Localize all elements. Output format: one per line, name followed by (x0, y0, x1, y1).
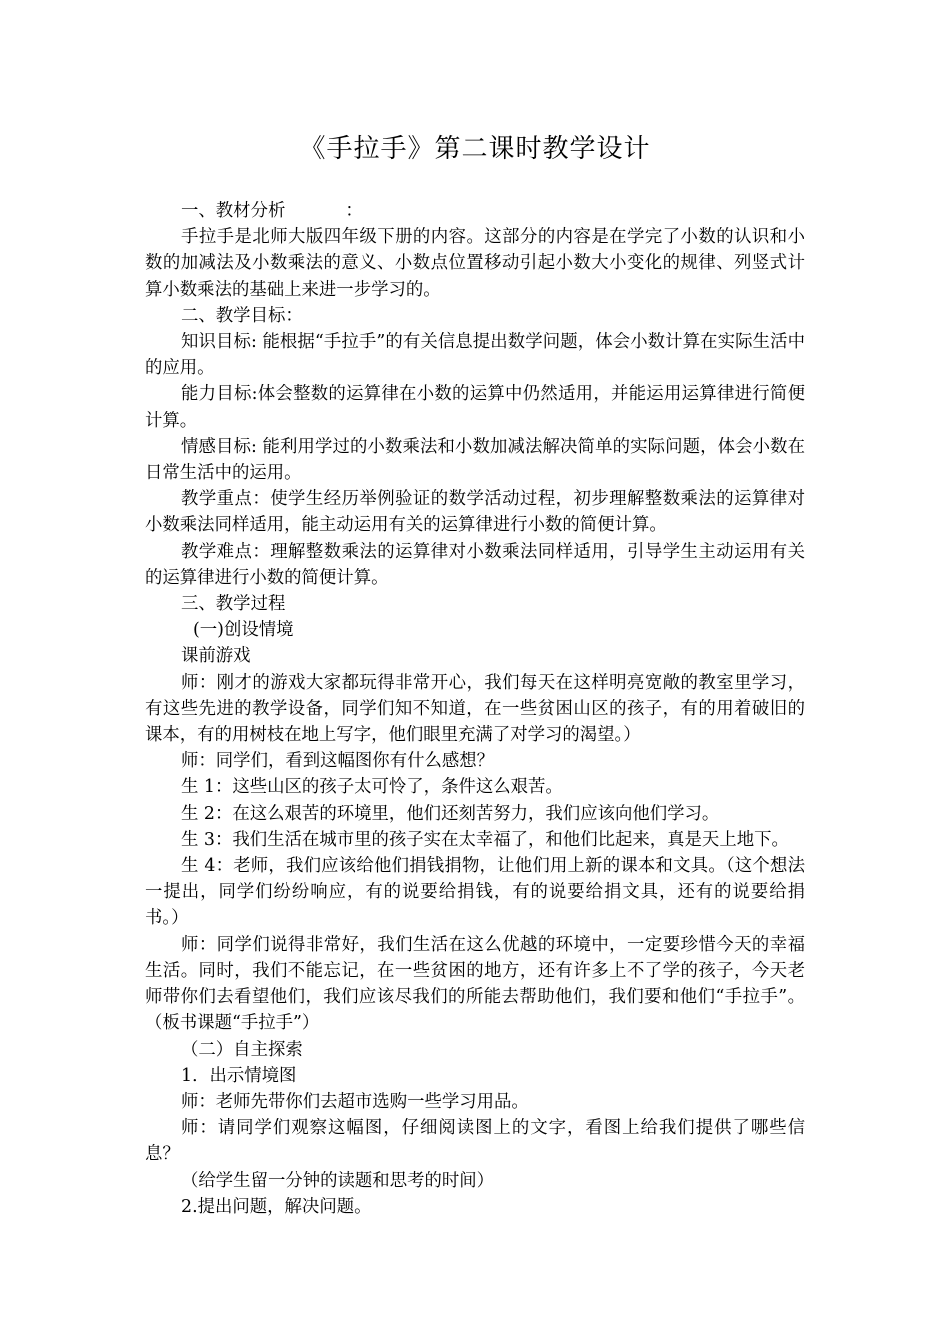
paragraph-text: 教学难点：理解整数乘法的运算律对小数乘法同样适用，引导学生主动运用有关的运算律进行小数的简便计算。 (145, 541, 805, 588)
paragraph (145, 774, 805, 800)
paragraph-text: 教学重点：使学生经历举例验证的数学活动过程，初步理解整数乘法的运算律对小数乘法同样适用，能主动运用有关的运算律进行小数的简便计算。 (145, 489, 805, 536)
paragraph (145, 434, 805, 486)
paragraph-text: 2.提出问题，解决问题。 (181, 1196, 372, 1217)
paragraph (145, 748, 805, 774)
paragraph (145, 1037, 805, 1063)
paragraph (145, 1115, 805, 1167)
document-title: 《手拉手》第二课时教学设计 (299, 134, 651, 164)
paragraph-text: 师：请同学们观察这幅图，仔细阅读图上的文字，看图上给我们提供了哪些信息？ (145, 1118, 805, 1165)
paragraph-text: 一、教材分析 (181, 201, 286, 221)
paragraph-text: （给学生留一分钟的读题和思考的时间） (181, 1170, 495, 1191)
paragraph (145, 827, 805, 853)
paragraph-text: 生 4：老师，我们应该给他们捐钱捐物，让他们用上新的课本和文具。（这个想法一提出，同学们纷纷响应，有的说要给捐钱，有的说要给捐文具，还有的说要给捐书。） (145, 856, 805, 929)
paragraph-text: 课前游戏 (181, 646, 251, 667)
document-body (145, 198, 805, 1220)
paragraph (145, 1089, 805, 1115)
paragraph-text: (一)创设情境 (193, 620, 294, 641)
paragraph-text: 生 2：在这么艰苦的环境里，他们还刻苦努力，我们应该向他们学习。 (181, 803, 720, 824)
paragraph (145, 303, 805, 329)
paragraph (145, 670, 805, 749)
paragraph-text: 师：老师先带你们去超市选购一些学习用品。 (181, 1091, 529, 1112)
paragraph (145, 643, 805, 669)
paragraph (145, 486, 805, 538)
paragraph-text: 生 1：这些山区的孩子太可怜了，条件这么艰苦。 (181, 777, 563, 798)
paragraph-text: 知识目标: 能根据“手拉手”的有关信息提出数学问题，体会小数计算在实际生活中的应用。 (145, 332, 805, 379)
paragraph (145, 329, 805, 381)
paragraph-text: 三、教学过程 (181, 594, 286, 615)
paragraph (145, 801, 805, 827)
paragraph-text: 师：刚才的游戏大家都玩得非常开心，我们每天在这样明亮宽敞的教室里学习，有这些先进的教学设备，同学们知不知道，在一些贫困山区的孩子，有的用着破旧的课本，有的用树枝在地上写字，他们眼里充满了对学习的渴望。） (145, 672, 805, 746)
paragraph (145, 539, 805, 591)
paragraph-text: 情感目标: 能利用学过的小数乘法和小数加减法解决简单的实际问题，体会小数在日常生活中的运用。 (145, 436, 805, 484)
paragraph-suffix: ： (345, 201, 363, 221)
paragraph (145, 381, 805, 433)
paragraph (145, 617, 805, 643)
paragraph (145, 224, 805, 303)
paragraph (145, 1194, 805, 1220)
paragraph-text: 手拉手是北师大版四年级下册的内容。这部分的内容是在学完了小数的认识和小数的加减法及小数乘法的意义、小数点位置移动引起小数大小变化的规律、列竖式计算小数乘法的基础上来进一步学习的。 (145, 227, 805, 300)
paragraph (145, 1168, 805, 1194)
paragraph (145, 1063, 805, 1089)
paragraph (145, 932, 805, 1037)
paragraph-text: 1．出示情境图 (181, 1065, 297, 1086)
paragraph (145, 198, 805, 224)
paragraph-text: （二）自主探索 (181, 1039, 303, 1060)
paragraph-text: 二、教学目标： (181, 305, 303, 326)
paragraph-text: 能力目标:体会整数的运算律在小数的运算中仍然适用，并能运用运算律进行简便计算。 (145, 384, 805, 431)
paragraph-text: 生 3：我们生活在城市里的孩子实在太幸福了，和他们比起来，真是天上地下。 (181, 829, 789, 850)
paragraph (145, 853, 805, 932)
paragraph-text: 师：同学们说得非常好，我们生活在这么优越的环境中，一定要珍惜今天的幸福生活。同时，我们不能忘记，在一些贫困的地方，还有许多上不了学的孩子，今天老师带你们去看望他们，我们应该尽我们的所能去帮助他们，我们要和他们“手拉手”。（板书课题“手拉手”） (145, 934, 805, 1034)
paragraph-text: 师：同学们，看到这幅图你有什么感想？ (181, 751, 495, 772)
paragraph (145, 591, 805, 617)
